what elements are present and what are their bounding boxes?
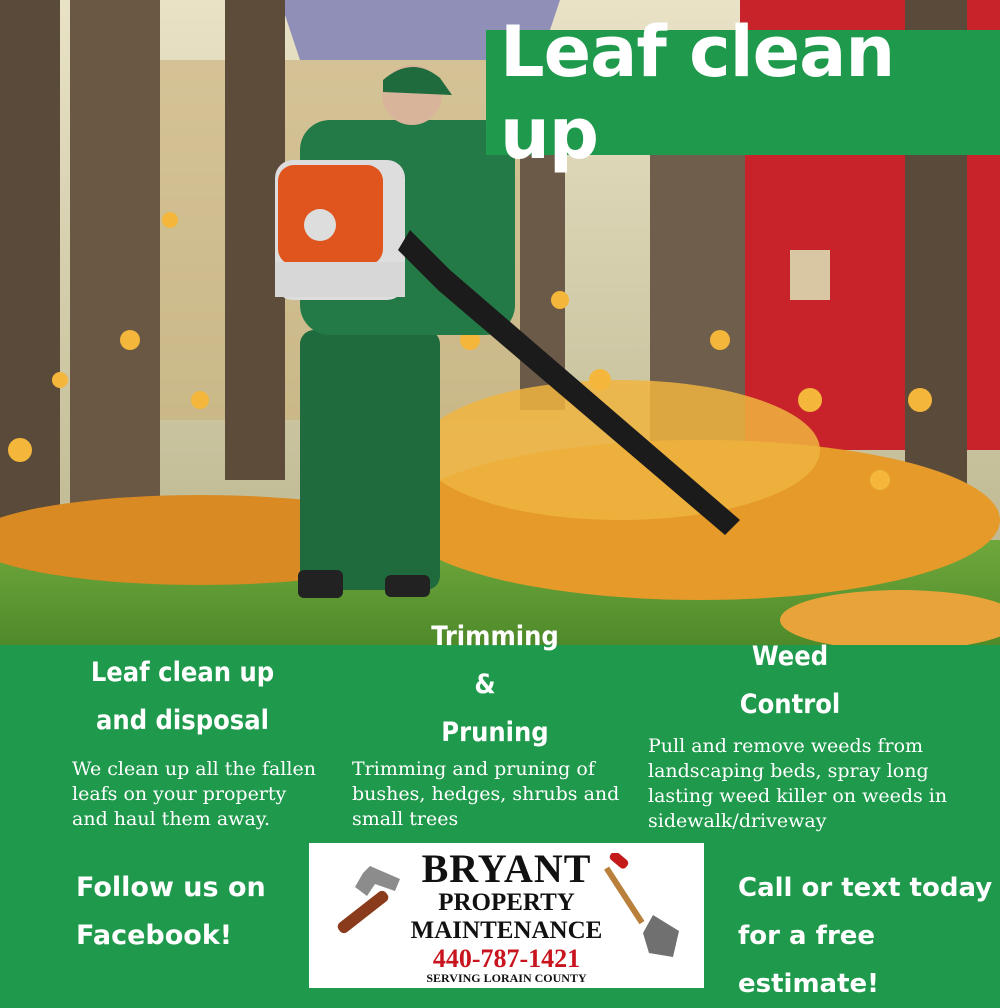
service-heading-line: and disposal — [96, 704, 269, 736]
logo-name: BRYANT — [421, 846, 592, 891]
service-heading-line: Weed — [751, 640, 829, 672]
social-callout — [76, 864, 266, 960]
cta-line2: for a free estimate! — [738, 921, 880, 999]
logo-line2: PROPERTY — [438, 889, 575, 916]
cta-line1: Call or text today — [738, 873, 993, 903]
logo-tagline: SERVING LORAIN COUNTY — [426, 971, 587, 985]
company-logo — [309, 843, 704, 988]
service-heading-line: Leaf clean up — [90, 656, 275, 688]
service-heading-line: Pruning — [441, 716, 549, 748]
service-weed-description: Pull and remove weeds from landscaping beds, spray long lasting weed killer on weeds in sidewalk/driveway — [648, 735, 948, 832]
service-trimming-description: Trimming and pruning of bushes, hedges, shrubs and small trees — [352, 758, 620, 830]
social-line1: Follow us on — [76, 872, 266, 903]
service-trimming-heading — [400, 612, 590, 756]
title-banner — [486, 10, 1000, 175]
service-heading-line: Control — [739, 688, 841, 720]
logo-line3: MAINTENANCE — [410, 917, 603, 944]
logo-phone: 440-787-1421 — [432, 944, 581, 973]
estimate-callout — [738, 864, 1000, 1008]
service-leaf-heading — [90, 648, 275, 744]
page-title: Leaf clean up — [500, 10, 895, 175]
service-weed-heading — [720, 632, 860, 728]
service-leaf-description: We clean up all the fallen leafs on your property and haul them away. — [72, 758, 316, 830]
service-heading-line: & — [474, 668, 496, 700]
social-line2: Facebook! — [76, 920, 233, 951]
service-heading-line: Trimming — [431, 620, 559, 652]
